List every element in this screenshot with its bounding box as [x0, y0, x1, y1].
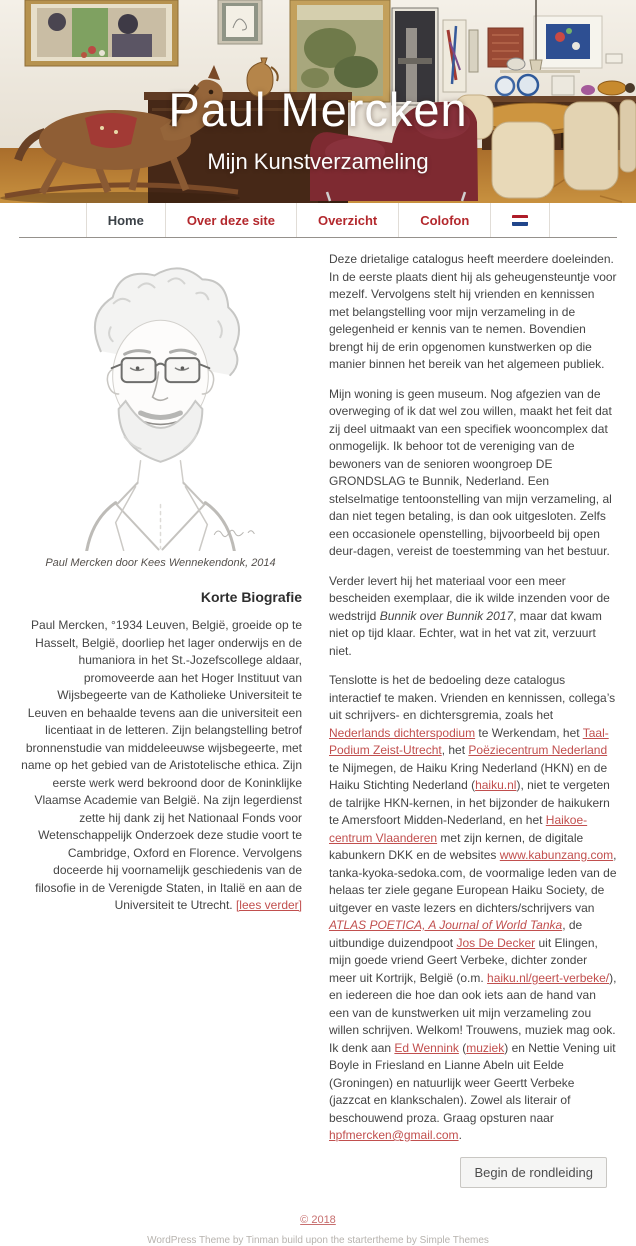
paragraph [329, 672, 617, 1145]
painting-interior-figures [25, 0, 178, 66]
painting-landscape [290, 0, 390, 102]
text-link[interactable]: Poëziecentrum Nederland [468, 743, 608, 757]
paragraph [329, 386, 617, 561]
text-link[interactable]: Haikoe-centrum Vlaanderen [329, 813, 588, 845]
text-run: uit Elingen, mijn goede vriend Geert Verbeke, dichter zonder meer uit Kortrijk, België (o.m. [329, 935, 598, 985]
text-run: ( [458, 1040, 467, 1055]
chair-right [564, 102, 618, 190]
chair-far-right [620, 100, 636, 172]
text-link[interactable]: hpfmercken@gmail.com [329, 1128, 459, 1142]
text-link[interactable]: Jos De Decker [456, 935, 536, 950]
text-run: Deze drietalige catalogus heeft meerdere doeleinden. In de eerste plaats dient hij als geheugensteuntje voor mezelf. Vervolgens stelt hij vrienden en kennissen met belangstelling voor mijn verzameling in de gelegenheid er kennis van te nemen. Bovendien brengt hij de erin opgenomen kunstwerken op die manier binnen het bereik van het algemeen publiek. [329, 252, 617, 371]
copyright-link[interactable]: © 2018 [300, 1213, 336, 1226]
text-link[interactable]: ATLAS POETICA, A Journal of World Tanka [329, 918, 563, 932]
painting-narrow [469, 30, 478, 72]
bio-paragraph [19, 617, 302, 915]
paragraph [329, 573, 617, 661]
main-nav [0, 203, 636, 237]
paragraph [329, 251, 617, 374]
theme-credit: WordPress Theme by Tinman build upon the startertheme by Simple Themes [147, 1234, 489, 1246]
text-run: ) en Nettie Vening uit Boyle in Friesland en Lianne Abeln uit Eelde (Groningen) en natuurlijk weer Geertt Verbeke (jazzcat en klankschalen). Zowel als literair of beschouwend proza. Graag opsturen naar [329, 1040, 616, 1125]
painting-small-sketch [218, 0, 262, 44]
text-run: ), niet te vergeten de talrijke HKN-kernen, in het bijzonder de haikukern te Amersfoort Midden-Nederland, en het [329, 778, 610, 827]
wall-plaque [606, 54, 622, 63]
text-run: Mijn woning is geen museum. Nog afgezien van de overweging of ik dat wel zou willen, maakt het feit dat zij deel uitmaakt van een specifiek wooncomplex dat onmogelijk. Ik behoor tot de vereniging van de bewoners van de senioren woongroep DE GRONDSLAG te Bunnik, Nederland. Een stelselmatige tentoonstelling van mijn verzameling, al dan niet tegen betaling, is dan ook uitgesloten. Zelfs een occasionele openstelling, bijvoorbeeld bij open deur-dagen, vereist de toestemming van het bestuur. [329, 386, 612, 558]
bio-heading: Korte Biografie [200, 589, 302, 605]
page-title: Paul Mercken [168, 83, 468, 136]
right-column [329, 251, 617, 1188]
nav-item-over-deze-site[interactable]: Over deze site [165, 203, 296, 237]
text-run: , maar dat kwam niet op tijd klaar. Echter, wat in het vat zit, verzuurt niet. [329, 608, 602, 658]
text-run: , de uitbundige duizendpoot [329, 918, 583, 950]
text-link[interactable]: Ed Wennink [394, 1040, 459, 1055]
painting-abstract-strokes [443, 20, 466, 92]
text-link[interactable]: www.kabunzang.com [499, 848, 614, 862]
nav-item-colofon[interactable]: Colofon [398, 203, 490, 237]
painting-bw-photo [392, 8, 438, 105]
text-run: . [458, 1128, 462, 1142]
portrait-caption: Paul Mercken door Kees Wennekendonk, 2014 [45, 557, 276, 569]
tour-button-row [329, 1157, 617, 1188]
text-link[interactable]: Nederlands dichterspodium [329, 725, 476, 740]
header-photo [0, 0, 636, 203]
header-banner [0, 0, 636, 203]
text-run: Paul Mercken, °1934 Leuven, België, groeide op te Hasselt, België, doorliep het lager onderwijs en de humaniora in het St.-Jozefscollege aldaar, promoveerde aan het Hoger Instituut van Wijsbegeerte van de Katholieke Universiteit te Leuven en behaalde tevens aan die universiteit een licentiaat in de letteren. Zijn belangstelling betrof bronnenstudie van middeleeuwse wijsbegeerte, met name op het gebied van de Aristotelische ethica. Zijn eerste werk werd bekroond door de Koninklijke Vlaamse Academie van België. Na zijn legerdienst zette hij dank zij het Nationaal Fonds voor Wetenschappelijk Onderzoek deze studie voort te Cambridge, Oxford en Florence. Vervolgens doceerde hij voornamelijk geschiedenis van de filosofie in de Verenigde Staten, in Italië en aan de Universiteit te Utrecht. [21, 618, 302, 912]
chair-front [492, 122, 554, 198]
nav-item-language[interactable] [490, 203, 550, 237]
text-run: ), en iedereen die hoe dan ook iets aan de hand van een van de kunstwerken uit mijn verzameling zou willen schrijven. Welkom! Trouwens, muziek mag ook. Ik denk aan [329, 970, 617, 1055]
page-subtitle: Mijn Kunstverzameling [207, 149, 429, 174]
portrait-sketch [19, 251, 302, 551]
text-run: te Werkendam, het [475, 725, 583, 740]
footer [0, 1210, 636, 1246]
content-area [0, 238, 636, 1188]
text-run: , het [441, 743, 469, 757]
text-run: Tenslotte is het de bedoeling deze catalogus interactief te maken. Vrienden en kennissen, collega’s uit schrijvers- en dichtersgremia, zoals het [329, 673, 616, 722]
text-link[interactable]: muziek [466, 1040, 505, 1055]
nav-item-home[interactable]: Home [86, 203, 165, 237]
text-run: te Nijmegen, de Haiku Kring Nederland (HKN) en de Haiku Stichting Nederland ( [329, 760, 608, 792]
text-link[interactable]: Taal-Podium Zeist-Utrecht [329, 725, 609, 757]
dutch-flag-icon [512, 215, 528, 226]
text-link[interactable]: haiku.nl [475, 778, 517, 792]
text-run: , tanka-kyoka-sedoka.com, de voormalige leden van de helaas ter ziele gegane European Haiku Society, de uitgever en vaste lezers en dichters/schrijvers van [329, 848, 617, 915]
text-link[interactable]: haiku.nl/geert-verbeke/ [487, 970, 610, 985]
painting-blue-framed [534, 16, 602, 68]
start-tour-button[interactable]: Begin de rondleiding [460, 1157, 607, 1188]
text-link[interactable]: [lees verder] [235, 898, 302, 912]
text-run: Verder levert hij het materiaal voor een meer bescheiden exemplaar, die ik wilde inzenden voor de wedstrijd [329, 573, 610, 623]
text-run: met zijn kernen, de digitale kabunkern DKK en de websites [329, 830, 584, 862]
text-run: Bunnik over Bunnik 2017 [379, 608, 514, 623]
left-column [19, 251, 302, 1188]
nav-item-overzicht[interactable]: Overzicht [296, 203, 398, 237]
